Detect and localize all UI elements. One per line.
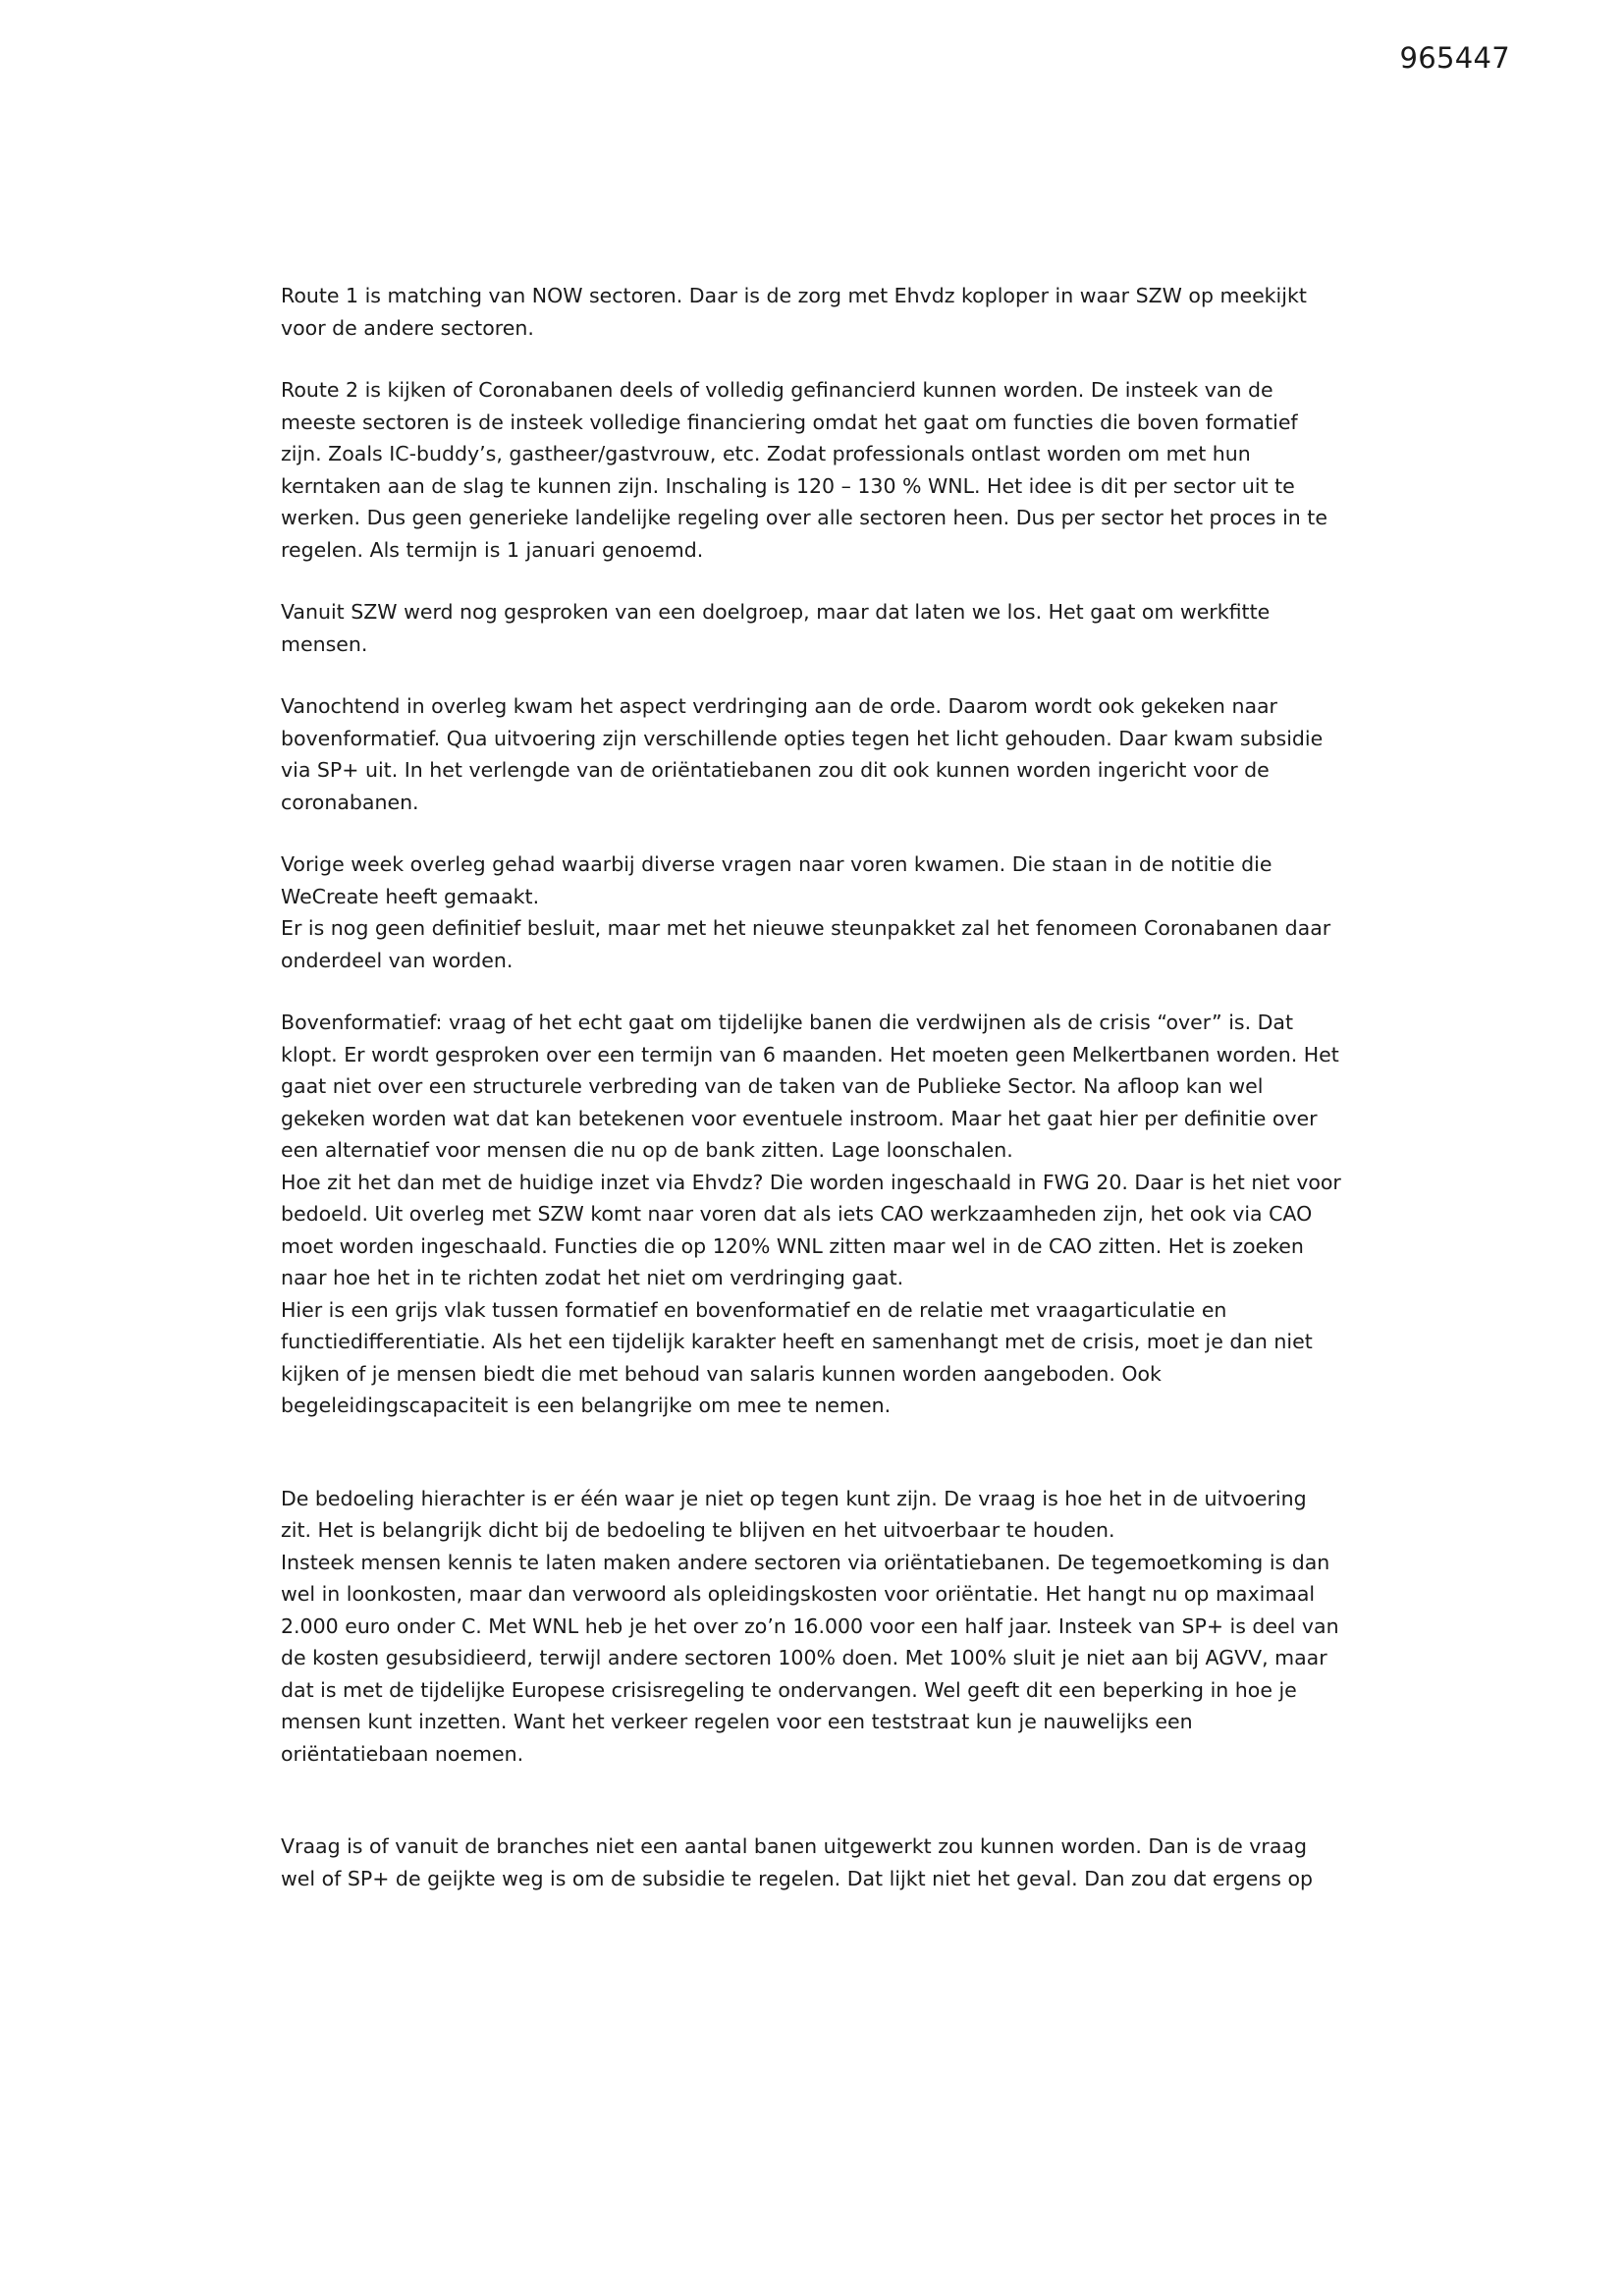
paragraph: Hoe zit het dan met de huidige inzet via Ehvdz? Die worden ingeschaald in FWG 20. Daar is het niet voor bedoeld. Uit overleg met SZW komt naar voren dat als iets CAO werkzaamheden zijn, het ook via CAO moet worden ingeschaald. Functies die op 120% WNL zitten maar wel in de CAO zitten. Het is zoeken naar hoe het in te richten zodat het niet om verdringing gaat. xyxy=(281,1170,1348,1289)
paragraph: Vraag is of vanuit de branches niet een aantal banen uitgewerkt zou kunnen worden. Dan is de vraag wel of SP+ de geijkte weg is om de subsidie te regelen. Dat lijkt niet het geval. Dan zou dat ergens op xyxy=(281,1834,1314,1890)
paragraph: Vorige week overleg gehad waarbij diverse vragen naar voren kwamen. Die staan in de notitie die WeCreate heeft gemaakt. xyxy=(281,852,1278,908)
document-number: 965447 xyxy=(1399,41,1510,75)
paragraph: Insteek mensen kennis te laten maken andere sectoren via oriëntatiebanen. De tegemoetkoming is dan wel in loonkosten, maar dan verwoord als opleidingskosten voor oriëntatie. Het hangt nu op maximaal 2.000 euro onder C. Met WNL heb je het over zo’n 16.000 voor een half jaar. Insteek van SP+ is deel van de kosten gesubsidieerd, terwijl andere sectoren 100% doen. Met 100% sluit je niet aan bij AGVV, maar dat is met de tijdelijke Europese crisisregeling te ondervangen. Wel geeft dit een beperking in hoe je mensen kunt inzetten. Want het verkeer regelen voor een teststraat kun je nauwelijks een oriëntatiebaan noemen. xyxy=(281,1550,1346,1766)
paragraph: Hier is een grijs vlak tussen formatief en bovenformatief en de relatie met vraagarticulatie en functiedifferentiatie. Als het een tijdelijk karakter heeft en samenhangt met de crisis, moet je dan niet kijken of je mensen biedt die met behoud van salaris kunnen worden aangeboden. Ook begeleidingscapaciteit is een belangrijke om mee te nemen. xyxy=(281,1297,1320,1417)
paragraph: Bovenformatief: vraag of het echt gaat om tijdelijke banen die verdwijnen als de crisis “over” is. Dat klopt. Er wordt gesproken over een termijn van 6 maanden. Het moeten geen Melkertbanen worden. Het gaat niet over een structurele verbreding van de taken van de Publieke Sector. Na afloop kan wel gekeken worden wat dat kan betekenen voor eventuele instroom. Maar het gaat hier per definitie over een alternatief voor mensen die nu op de bank zitten. Lage loonschalen. xyxy=(281,1011,1346,1162)
paragraph: Vanochtend in overleg kwam het aspect verdringing aan de orde. Daarom wordt ook gekeken naar bovenformatief. Qua uitvoering zijn verschillende opties tegen het licht gehouden. Daar kwam subsidie via SP+ uit. In het verlengde van de oriëntatiebanen zou dit ook kunnen worden ingericht voor de coronabanen. xyxy=(281,694,1329,814)
paragraph: Er is nog geen definitief besluit, maar met het nieuwe steunpakket zal het fenomeen Coronabanen daar onderdeel van worden. xyxy=(281,916,1337,972)
paragraph: De bedoeling hierachter is er één waar je niet op tegen kunt zijn. De vraag is hoe het in de uitvoering zit. Het is belangrijk dicht bij de bedoeling te blijven en het uitvoerbaar te houden. xyxy=(281,1486,1314,1542)
document-body xyxy=(281,280,1348,1925)
paragraph: Route 2 is kijken of Coronabanen deels of volledig gefinancierd kunnen worden. De insteek van de meeste sectoren is de insteek volledige financiering omdat het gaat om functies die boven formatief zijn. Zoals IC-buddy’s, gastheer/gastvrouw, etc. Zodat professionals ontlast worden om met hun kerntaken aan de slag te kunnen zijn. Inschaling is 120 – 130 % WNL. Het idee is dit per sector uit te werken. Dus geen generieke landelijke regeling over alle sectoren heen. Dus per sector het proces in te regelen. Als termijn is 1 januari genoemd. xyxy=(281,378,1334,562)
paragraph: Route 1 is matching van NOW sectoren. Daar is de zorg met Ehvdz koploper in waar SZW op meekijkt voor de andere sectoren. xyxy=(281,284,1314,340)
paragraph: Vanuit SZW werd nog gesproken van een doelgroep, maar dat laten we los. Het gaat om werkfitte mensen. xyxy=(281,600,1276,656)
